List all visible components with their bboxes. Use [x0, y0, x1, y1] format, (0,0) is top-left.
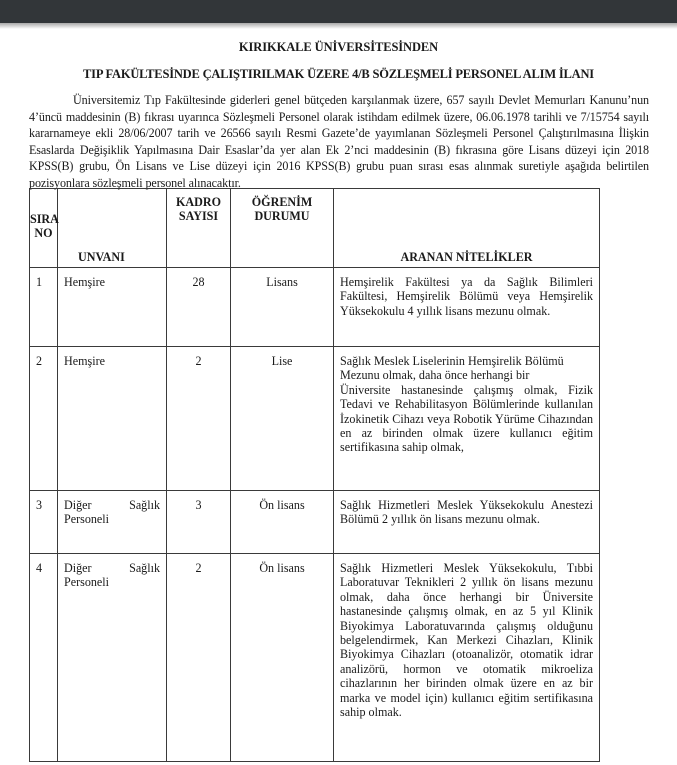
cell-unvani — [58, 491, 167, 554]
nitelikler-line: Sağlık Meslek Liselerinin Hemşirelik Bölümü — [340, 354, 564, 368]
header-ogrenim-line1: ÖĞRENİM — [251, 195, 313, 209]
nitelikler-line: Mezunu olmak, daha önce herhangi bir — [340, 368, 530, 383]
cell-kadro — [167, 347, 231, 491]
kadro-value: 2 — [195, 561, 202, 575]
unvani-value: Hemşire — [64, 354, 105, 368]
kadro-value: 3 — [195, 498, 202, 512]
header-ogrenim-durumu — [231, 189, 334, 268]
header-aranan-nitelikler: ARANAN NİTELİKLER — [334, 189, 600, 268]
table-row — [30, 491, 600, 554]
sira-value: 1 — [36, 275, 43, 289]
cell-kadro — [167, 268, 231, 347]
cell-kadro — [167, 554, 231, 762]
ogrenim-value: Lisans — [266, 275, 298, 289]
sira-value: 3 — [36, 498, 43, 512]
cell-sira — [30, 268, 58, 347]
table-row — [30, 347, 600, 491]
kadro-value: 28 — [192, 275, 205, 289]
cell-sira — [30, 554, 58, 762]
toolbar-shadow — [0, 23, 677, 29]
nitelikler-value: Hemşirelik Fakültesi ya da Sağlık Bilimleri Fakültesi, Hemşirelik Bölümü veya Hemşirelik Yüksekokulu 4 yıllık lisans mezunu olmak. — [340, 275, 593, 318]
header-sira-no — [30, 189, 58, 268]
cell-unvani — [58, 347, 167, 491]
sira-value: 2 — [36, 354, 43, 368]
header-sira-line1: SIRA — [30, 212, 59, 226]
document-subtitle: TIP FAKÜLTESİNDE ÇALIŞTIRILMAK ÜZERE 4/B SÖZLEŞMELİ PERSONEL ALIM İLANI — [83, 67, 594, 81]
nitelikler-value: Sağlık Hizmetleri Meslek Yüksekokulu, Tıbbi Laboratuvar Teknikleri 2 yıllık ön lisans mezunu olmak, daha önce herhangi bir Üniversite hastanesinde çalışmış olmak, en az 5 yıl Klinik Biyokimya Laboratuvarında çalışmış olduğunu belgelendirmek, Kan Merkezi Cihazları, Klinik Biyokimya Cihazları (otoanalizör, otomatik idrar analizörü, hormon ve otomatik mikroeliza cihazlarının her birinden olmak üzere en az bir marka ve model için) kullanıcı eğitim sertifikasına sahip olmak. — [340, 561, 593, 720]
cell-ogrenim — [231, 268, 334, 347]
cell-nitelikler — [334, 268, 600, 347]
cell-unvani — [58, 554, 167, 762]
unvani-value: Diğer Sağlık Personeli — [64, 498, 160, 527]
table-row — [30, 554, 600, 762]
cell-nitelikler — [334, 347, 600, 491]
header-ogrenim-line2: DURUMU — [254, 209, 310, 224]
ogrenim-value: Ön lisans — [259, 498, 305, 512]
cell-sira — [30, 491, 58, 554]
intro-paragraph: Üniversitemiz Tıp Fakültesinde giderleri genel bütçeden karşılanmak üzere, 657 sayılı Devlet Memurları Kanunu’nun 4’üncü maddesinin (B) fıkrası uyarınca Sözleşmeli Personel olarak istihdam edilmek üzere, 06.06.1978 tarihli ve 7/15754 sayılı kararnameye ekli 28/06/2007 tarih ve 26566 sayılı Resmi Gazete’de yayımlanan Sözleşmeli Personel Çalıştırılmasına İlişkin Esaslarda Değişiklik Yapılmasına Dair Esaslar’da yer alan Ek 2’nci maddesinin (B) fıkrasına göre Lisans düzeyi için 2018 KPSS(B) grubu, Ön Lisans ve Lise düzeyi için 2016 KPSS(B) grubu puan sırası esas alınmak suretiyle aşağıda belirtilen pozisyonlara sözleşmeli personel alınacaktır. — [29, 93, 649, 190]
viewer-toolbar — [0, 0, 677, 23]
header-sira-line2: NO — [34, 226, 53, 241]
header-unvani: UNVANI — [58, 189, 167, 268]
cell-ogrenim — [231, 554, 334, 762]
cell-kadro — [167, 491, 231, 554]
kadro-value: 2 — [195, 354, 202, 368]
header-kadro-sayisi — [167, 189, 231, 268]
sira-value: 4 — [36, 561, 43, 575]
cell-ogrenim — [231, 491, 334, 554]
table-row — [30, 268, 600, 347]
unvani-value: Hemşire — [64, 275, 105, 289]
nitelikler-value — [334, 347, 599, 455]
ogrenim-value: Lise — [271, 354, 293, 368]
ogrenim-value: Ön lisans — [259, 561, 305, 575]
table-header-row — [30, 189, 600, 268]
cell-unvani — [58, 268, 167, 347]
nitelikler-value: Sağlık Hizmetleri Meslek Yüksekokulu Anestezi Bölümü 2 yıllık ön lisans mezunu olmak. — [340, 498, 593, 527]
header-kadro-line1: KADRO — [175, 195, 221, 209]
document-title: KIRIKKALE ÜNİVERSİTESİNDEN — [238, 40, 439, 54]
nitelikler-paragraph: Üniversite hastanesinde çalışmış olmak, Fizik Tedavi ve Rehabilitasyon Bölümlerinde kullanılan İzokinetik Cihazı veya Robotik Yürüme Cihazından en az birinden olmak üzere kullanıcı eğitim sertifikasına sahip olmak, — [340, 382, 593, 455]
positions-table — [29, 188, 600, 762]
cell-sira — [30, 347, 58, 491]
header-kadro-line2: SAYISI — [178, 209, 219, 224]
cell-ogrenim — [231, 347, 334, 491]
cell-nitelikler — [334, 491, 600, 554]
unvani-value: Diğer Sağlık Personeli — [64, 561, 160, 590]
cell-nitelikler — [334, 554, 600, 762]
